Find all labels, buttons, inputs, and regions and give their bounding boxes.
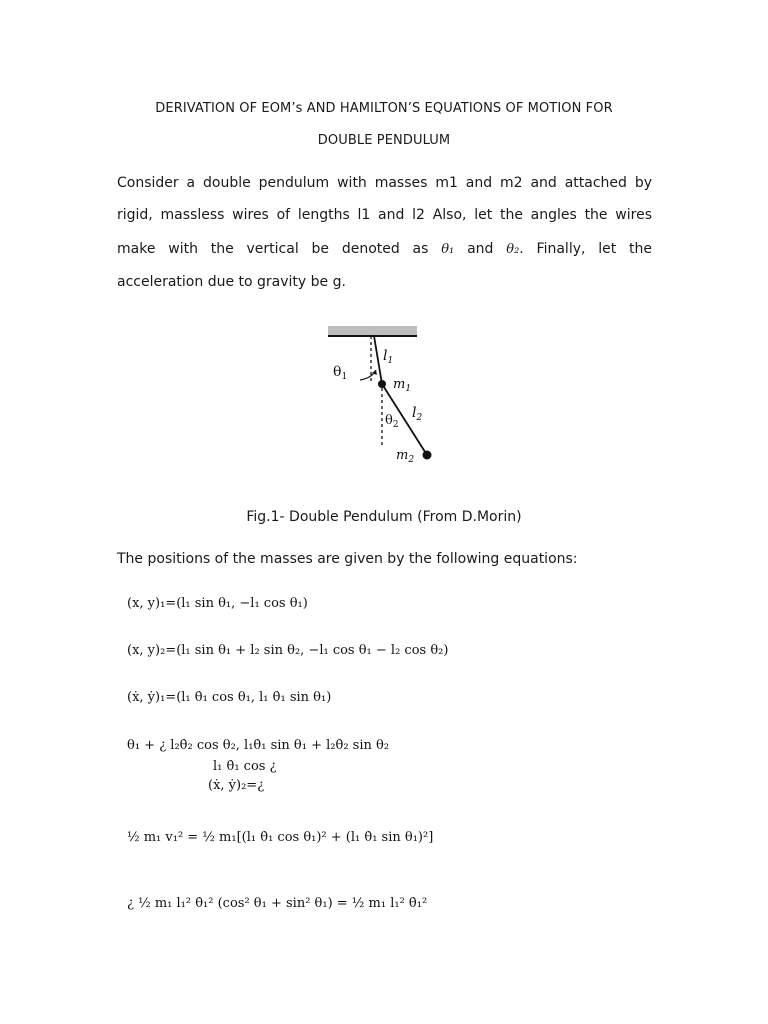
equation-1: (x, y)₁=(l₁ sin θ₁, −l₁ cos θ₁): [127, 596, 308, 611]
equation-3: (ẋ, ẏ)₁=(l₁ θ̇₁ cos θ₁, l₁ θ̇₁ sin θ₁): [127, 690, 332, 705]
label-m1: $m_1$: [393, 377, 412, 394]
wire-1: [374, 336, 382, 384]
theta-1-symbol: θ₁: [441, 242, 455, 257]
intro-line-3-a: make with the vertical be denoted as: [117, 241, 429, 257]
intro-line-3: [117, 241, 652, 257]
intro-line-4: acceleration due to gravity be g.: [117, 274, 346, 290]
intro-and: and: [467, 241, 494, 257]
theta-1-arc: [360, 370, 376, 380]
label-theta1: $\theta_1$: [333, 364, 348, 382]
theta-2-symbol: θ₂: [506, 242, 520, 257]
equation-2: (x, y)₂=(l₁ sin θ₁ + l₂ sin θ₂, −l₁ cos θ₁ − l₂ cos θ₂): [127, 643, 449, 658]
label-l1: $l_1$: [383, 348, 394, 366]
equation-4-line-1: θ₁ + ¿ l₂θ̇₂ cos θ₂, l₁θ̇₁ sin θ₁ + l₂θ̇₂ sin θ₂: [127, 738, 390, 753]
ceiling-bar: [328, 326, 417, 336]
label-theta2: $\theta_2$: [385, 413, 399, 430]
title-line-2: DOUBLE PENDULUM: [317, 133, 451, 148]
positions-intro: The positions of the masses are given by the following equations:: [117, 551, 578, 567]
label-l2: $l_2$: [412, 405, 423, 423]
double-pendulum-figure: [320, 320, 440, 470]
intro-line-1: Consider a double pendulum with masses m1 and m2 and attached by: [117, 175, 652, 191]
intro-line-2: rigid, massless wires of lengths l1 and l2 Also, let the angles the wires: [117, 207, 652, 223]
label-m2: $m_2$: [396, 448, 415, 465]
equation-6: ¿ ½ m₁ l₁² θ̇₁² (cos² θ₁ + sin² θ₁) = ½ m₁ l₁² θ̇₁²: [127, 896, 428, 911]
equation-4-line-2: l₁ θ̇₁ cos ¿: [213, 759, 277, 774]
title-line-1: DERIVATION OF EOM’s AND HAMILTON’S EQUATIONS OF MOTION FOR: [155, 101, 613, 116]
mass-2-bob: [423, 451, 432, 460]
figure-caption: Fig.1- Double Pendulum (From D.Morin): [246, 509, 522, 525]
equation-4-line-3: (ẋ, ẏ)₂=¿: [208, 778, 265, 793]
equation-5: ½ m₁ v₁² = ½ m₁[(l₁ θ̇₁ cos θ₁)² + (l₁ θ̇₁ sin θ₁)²]: [127, 830, 434, 845]
intro-line-3-b: . Finally, let the: [519, 241, 653, 257]
